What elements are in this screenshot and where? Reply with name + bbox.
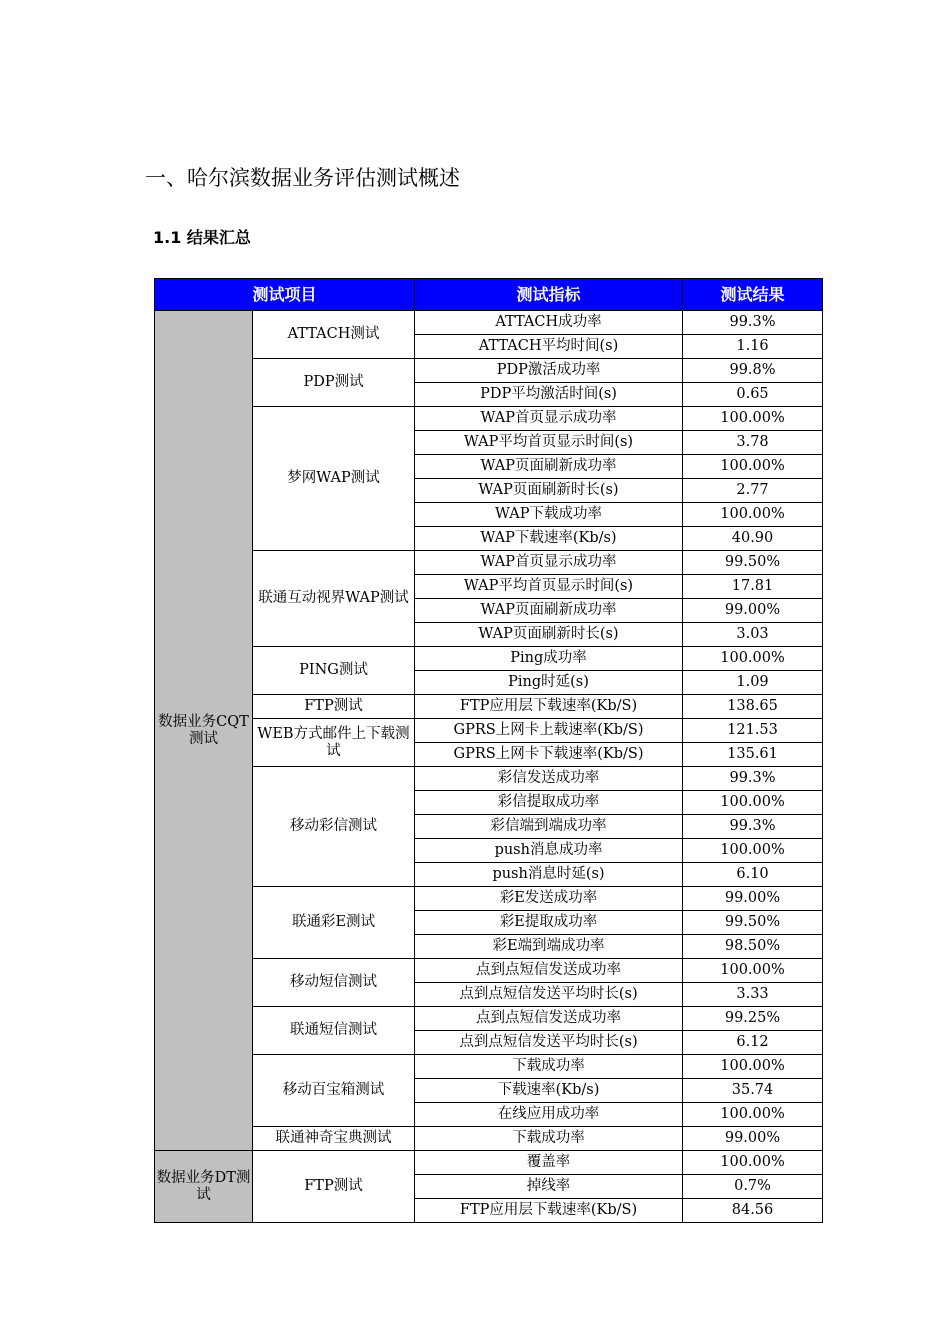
category-cqt: 数据业务CQT测试 xyxy=(155,311,253,1151)
indicator-cell: 点到点短信发送成功率 xyxy=(415,959,683,983)
indicator-cell: Ping成功率 xyxy=(415,647,683,671)
indicator-cell: 彩E发送成功率 xyxy=(415,887,683,911)
result-cell: 40.90 xyxy=(683,527,823,551)
result-cell: 121.53 xyxy=(683,719,823,743)
table-row xyxy=(155,1151,823,1175)
table-row xyxy=(155,1007,823,1031)
indicator-cell: 彩信提取成功率 xyxy=(415,791,683,815)
result-cell: 99.3% xyxy=(683,767,823,791)
results-body xyxy=(155,311,823,1223)
result-cell: 0.65 xyxy=(683,383,823,407)
indicator-cell: ATTACH平均时间(s) xyxy=(415,335,683,359)
result-cell: 99.25% xyxy=(683,1007,823,1031)
table-row xyxy=(155,311,823,335)
indicator-cell: GPRS上网卡下载速率(Kb/S) xyxy=(415,743,683,767)
header-item: 测试项目 xyxy=(155,279,415,311)
test-item-cell: 移动百宝箱测试 xyxy=(253,1055,415,1127)
indicator-cell: WAP页面刷新时长(s) xyxy=(415,479,683,503)
indicator-cell: WAP下载成功率 xyxy=(415,503,683,527)
result-cell: 1.16 xyxy=(683,335,823,359)
result-cell: 138.65 xyxy=(683,695,823,719)
table-row xyxy=(155,695,823,719)
result-cell: 6.10 xyxy=(683,863,823,887)
results-table xyxy=(154,278,823,1223)
indicator-cell: Ping时延(s) xyxy=(415,671,683,695)
indicator-cell: GPRS上网卡上载速率(Kb/S) xyxy=(415,719,683,743)
test-item-cell: 联通短信测试 xyxy=(253,1007,415,1055)
result-cell: 3.33 xyxy=(683,983,823,1007)
result-cell: 100.00% xyxy=(683,1055,823,1079)
indicator-cell: FTP应用层下载速率(Kb/S) xyxy=(415,1199,683,1223)
table-row xyxy=(155,767,823,791)
indicator-cell: ATTACH成功率 xyxy=(415,311,683,335)
result-cell: 100.00% xyxy=(683,791,823,815)
indicator-cell: 点到点短信发送平均时长(s) xyxy=(415,983,683,1007)
result-cell: 100.00% xyxy=(683,959,823,983)
result-cell: 98.50% xyxy=(683,935,823,959)
result-cell: 100.00% xyxy=(683,1103,823,1127)
indicator-cell: 彩信端到端成功率 xyxy=(415,815,683,839)
result-cell: 6.12 xyxy=(683,1031,823,1055)
indicator-cell: 下载成功率 xyxy=(415,1055,683,1079)
result-cell: 99.3% xyxy=(683,815,823,839)
header-indicator: 测试指标 xyxy=(415,279,683,311)
result-cell: 3.78 xyxy=(683,431,823,455)
test-item-cell: 联通彩E测试 xyxy=(253,887,415,959)
result-cell: 99.50% xyxy=(683,911,823,935)
indicator-cell: PDP平均激活时间(s) xyxy=(415,383,683,407)
indicator-cell: 彩信发送成功率 xyxy=(415,767,683,791)
test-item-cell: PDP测试 xyxy=(253,359,415,407)
indicator-cell: push消息成功率 xyxy=(415,839,683,863)
indicator-cell: WAP首页显示成功率 xyxy=(415,551,683,575)
header-result: 测试结果 xyxy=(683,279,823,311)
result-cell: 100.00% xyxy=(683,503,823,527)
test-item-cell: 移动短信测试 xyxy=(253,959,415,1007)
result-cell: 99.3% xyxy=(683,311,823,335)
result-cell: 17.81 xyxy=(683,575,823,599)
table-row xyxy=(155,1127,823,1151)
indicator-cell: 点到点短信发送成功率 xyxy=(415,1007,683,1031)
table-row xyxy=(155,1055,823,1079)
result-cell: 84.56 xyxy=(683,1199,823,1223)
table-row xyxy=(155,407,823,431)
indicator-cell: WAP首页显示成功率 xyxy=(415,407,683,431)
indicator-cell: 下载成功率 xyxy=(415,1127,683,1151)
result-cell: 100.00% xyxy=(683,407,823,431)
test-item-cell: 联通神奇宝典测试 xyxy=(253,1127,415,1151)
indicator-cell: WAP平均首页显示时间(s) xyxy=(415,431,683,455)
result-cell: 35.74 xyxy=(683,1079,823,1103)
indicator-cell: 彩E提取成功率 xyxy=(415,911,683,935)
test-item-cell: ATTACH测试 xyxy=(253,311,415,359)
indicator-cell: 掉线率 xyxy=(415,1175,683,1199)
table-row xyxy=(155,719,823,743)
result-cell: 2.77 xyxy=(683,479,823,503)
result-cell: 99.00% xyxy=(683,1127,823,1151)
indicator-cell: WAP页面刷新成功率 xyxy=(415,455,683,479)
indicator-cell: WAP下载速率(Kb/s) xyxy=(415,527,683,551)
result-cell: 99.00% xyxy=(683,599,823,623)
result-cell: 100.00% xyxy=(683,647,823,671)
indicator-cell: 在线应用成功率 xyxy=(415,1103,683,1127)
test-item-cell: WEB方式邮件上下载测试 xyxy=(253,719,415,767)
indicator-cell: 彩E端到端成功率 xyxy=(415,935,683,959)
result-cell: 99.8% xyxy=(683,359,823,383)
test-item-cell: FTP测试 xyxy=(253,695,415,719)
category-dt: 数据业务DT测试 xyxy=(155,1151,253,1223)
indicator-cell: 覆盖率 xyxy=(415,1151,683,1175)
test-item-cell: 移动彩信测试 xyxy=(253,767,415,887)
table-row xyxy=(155,959,823,983)
indicator-cell: FTP应用层下载速率(Kb/S) xyxy=(415,695,683,719)
result-cell: 3.03 xyxy=(683,623,823,647)
result-cell: 100.00% xyxy=(683,839,823,863)
test-item-cell: 联通互动视界WAP测试 xyxy=(253,551,415,647)
table-row xyxy=(155,887,823,911)
result-cell: 135.61 xyxy=(683,743,823,767)
result-cell: 100.00% xyxy=(683,455,823,479)
test-item-cell: PING测试 xyxy=(253,647,415,695)
result-cell: 1.09 xyxy=(683,671,823,695)
indicator-cell: push消息时延(s) xyxy=(415,863,683,887)
indicator-cell: WAP平均首页显示时间(s) xyxy=(415,575,683,599)
section-heading: 1.1 结果汇总 xyxy=(153,228,251,247)
result-cell: 100.00% xyxy=(683,1151,823,1175)
table-header-row xyxy=(155,279,823,311)
indicator-cell: WAP页面刷新成功率 xyxy=(415,599,683,623)
result-cell: 0.7% xyxy=(683,1175,823,1199)
result-cell: 99.00% xyxy=(683,887,823,911)
indicator-cell: 下载速率(Kb/s) xyxy=(415,1079,683,1103)
table-row xyxy=(155,647,823,671)
table-row xyxy=(155,551,823,575)
test-item-cell: FTP测试 xyxy=(253,1151,415,1223)
page-heading: 一、哈尔滨数据业务评估测试概述 xyxy=(145,166,460,190)
indicator-cell: 点到点短信发送平均时长(s) xyxy=(415,1031,683,1055)
result-cell: 99.50% xyxy=(683,551,823,575)
indicator-cell: WAP页面刷新时长(s) xyxy=(415,623,683,647)
indicator-cell: PDP激活成功率 xyxy=(415,359,683,383)
table-row xyxy=(155,359,823,383)
test-item-cell: 梦网WAP测试 xyxy=(253,407,415,551)
